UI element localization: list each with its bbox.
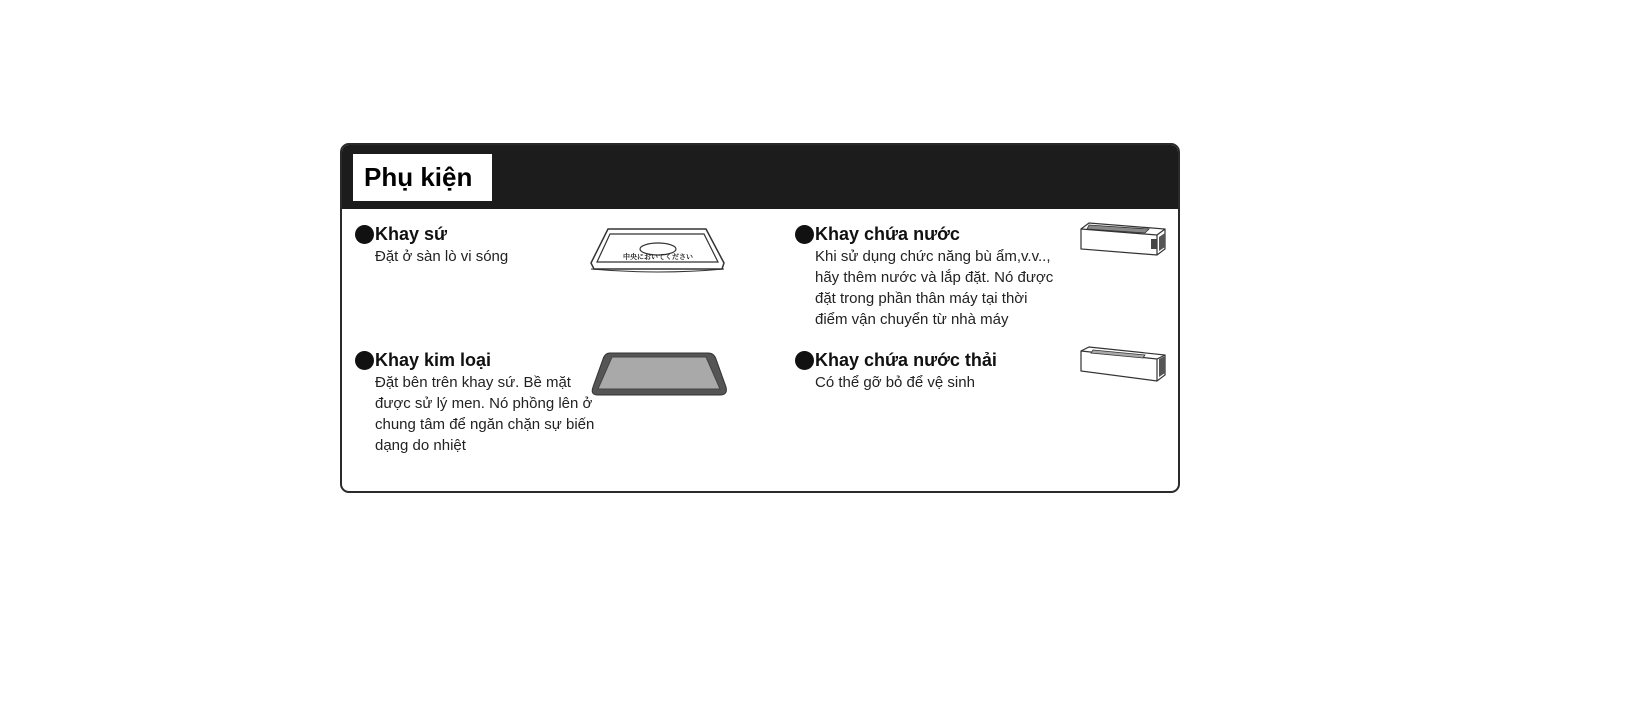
accessory-description: Khi sử dụng chức năng bù ẩm,v.v.., hãy thêm nước và lắp đặt. Nó được đặt trong phần thân máy tại thời điểm vận chuyển từ nhà máy xyxy=(815,248,1054,328)
accessory-item-metal-tray xyxy=(355,349,615,459)
ceramic-tray-illustration xyxy=(588,225,728,277)
accessory-name: Khay sứ xyxy=(375,224,448,244)
accessories-panel xyxy=(340,143,1180,493)
accessory-item-water-tank xyxy=(795,223,1085,333)
bullet-icon xyxy=(795,351,814,370)
accessory-item-drip-tray xyxy=(795,349,1085,409)
panel-title: Phụ kiện xyxy=(364,162,473,192)
metal-tray-illustration xyxy=(590,351,730,399)
panel-header xyxy=(342,145,1178,209)
accessory-description: Đặt bên trên khay sứ. Bề mặt được sử lý men. Nó phồng lên ở chung tâm để ngăn chặn sự biến dạng do nhiệt xyxy=(375,374,595,454)
accessory-name: Khay chứa nước thải xyxy=(815,350,997,370)
accessory-name: Khay chứa nước xyxy=(815,224,960,244)
title-box xyxy=(353,154,492,201)
water-tank-illustration xyxy=(1079,221,1169,259)
drip-tray-illustration xyxy=(1079,345,1169,385)
bullet-icon xyxy=(355,225,374,244)
bullet-icon xyxy=(355,351,374,370)
accessory-name: Khay kim loại xyxy=(375,350,492,370)
accessory-description: Đặt ở sàn lò vi sóng xyxy=(375,248,509,265)
accessory-item-ceramic-tray xyxy=(355,223,595,283)
bullet-icon xyxy=(795,225,814,244)
accessory-description: Có thể gỡ bỏ để vệ sinh xyxy=(815,374,975,391)
tray-label-text: 中央においてください xyxy=(623,253,693,261)
